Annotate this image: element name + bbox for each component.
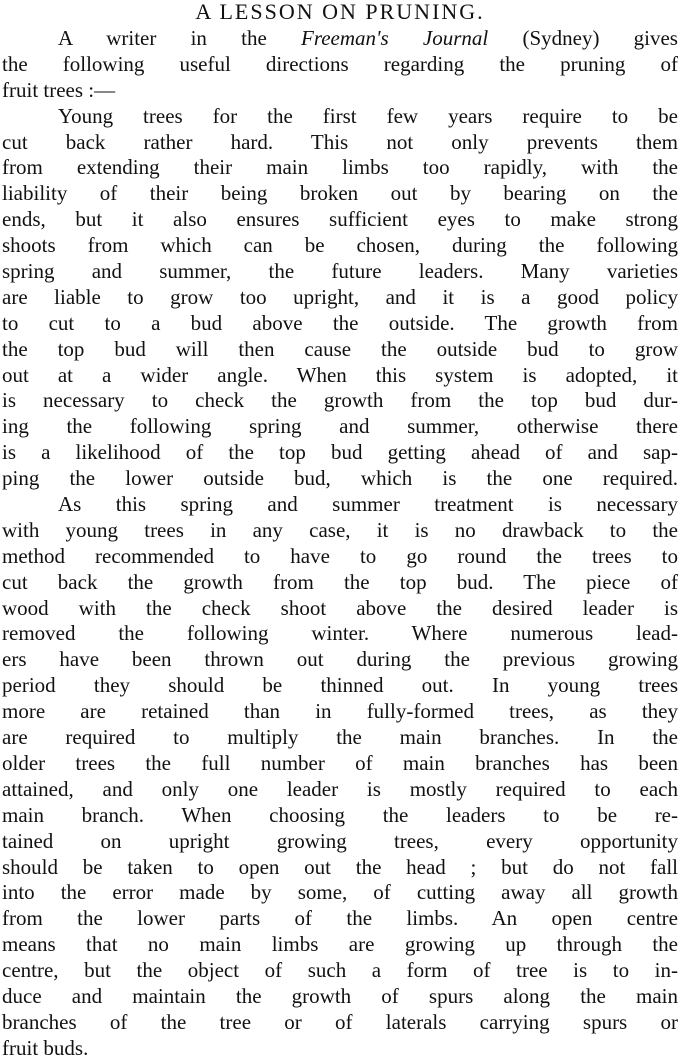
text-line: Young trees for the first few years require to be: [58, 103, 678, 128]
text-line: cut back the growth from the top bud. The piece of: [2, 569, 678, 594]
text-line: from extending their main limbs too rapidly, with the: [2, 155, 678, 180]
text-line: should be taken to open out the head ; but do not fall: [2, 854, 678, 879]
text-line: ers have been thrown out during the previous growing: [2, 647, 678, 672]
text-line: duce and maintain the growth of spurs along the main: [2, 983, 678, 1008]
article-title: A LESSON ON PRUNING.: [195, 0, 485, 24]
text-line: spring and summer, the future leaders. Many varieties: [2, 259, 678, 284]
publication-name: Freeman's Journal: [301, 26, 489, 50]
text-line: ing the following spring and summer, otherwise there: [2, 414, 678, 439]
text-line: with young trees in any case, it is no drawback to the: [2, 517, 678, 542]
text-line: the following useful directions regarding the pruning of: [2, 51, 678, 76]
text-line: wood with the check shoot above the desired leader is: [2, 595, 678, 620]
text-line: from the lower parts of the limbs. An open centre: [2, 906, 678, 931]
text-line: out at a wider angle. When this system is adopted, it: [2, 362, 678, 387]
text-line: are required to multiply the main branches. In the: [2, 725, 678, 750]
text-line: fruit buds.: [2, 1035, 89, 1060]
text-line: shoots from which can be chosen, during the following: [2, 233, 678, 258]
text-line: removed the following winter. Where numerous lead-: [2, 621, 678, 646]
text-line: As this spring and summer treatment is necessary: [58, 492, 678, 517]
text-line: ping the lower outside bud, which is the one required.: [2, 466, 678, 491]
text-line: more are retained than in fully-formed trees, as they: [2, 699, 678, 724]
text-line: ends, but it also ensures sufficient eyes to make strong: [2, 207, 678, 232]
text-line: [2, 26, 678, 52]
paragraph-spring-treatment: [2, 492, 678, 1061]
text-line: to cut to a bud above the outside. The growth from: [2, 310, 678, 335]
text-line: centre, but the object of such a form of tree is to in-: [2, 958, 678, 983]
text-line: branches of the tree or of laterals carrying spurs or: [2, 1009, 678, 1034]
text-line: is a likelihood of the top bud getting ahead of and sap-: [2, 440, 678, 465]
text-line: the top bud will then cause the outside bud to grow: [2, 336, 678, 361]
text-line: attained, and only one leader is mostly required to each: [2, 776, 678, 801]
text-line: into the error made by some, of cutting away all growth: [2, 880, 678, 905]
text-line: older trees the full number of main branches has been: [2, 750, 678, 775]
text-run: A writer in the: [58, 26, 301, 50]
text-line: main branch. When choosing the leaders to be re-: [2, 802, 678, 827]
text-line: tained on upright growing trees, every opportunity: [2, 828, 678, 853]
paragraph-young-trees: [2, 104, 678, 492]
paragraph-intro: [2, 26, 678, 104]
text-line: are liable to grow too upright, and it is a good policy: [2, 284, 678, 309]
text-line: period they should be thinned out. In young trees: [2, 673, 678, 698]
text-run: (Sydney) gives: [488, 26, 678, 50]
text-line: cut back rather hard. This not only prevents them: [2, 129, 678, 154]
text-line: fruit trees :—: [2, 77, 116, 102]
text-line: means that no main limbs are growing up through the: [2, 932, 678, 957]
text-line: is necessary to check the growth from the top bud dur-: [2, 388, 678, 413]
text-line: method recommended to have to go round the trees to: [2, 543, 678, 568]
text-line: liability of their being broken out by bearing on the: [2, 181, 678, 206]
